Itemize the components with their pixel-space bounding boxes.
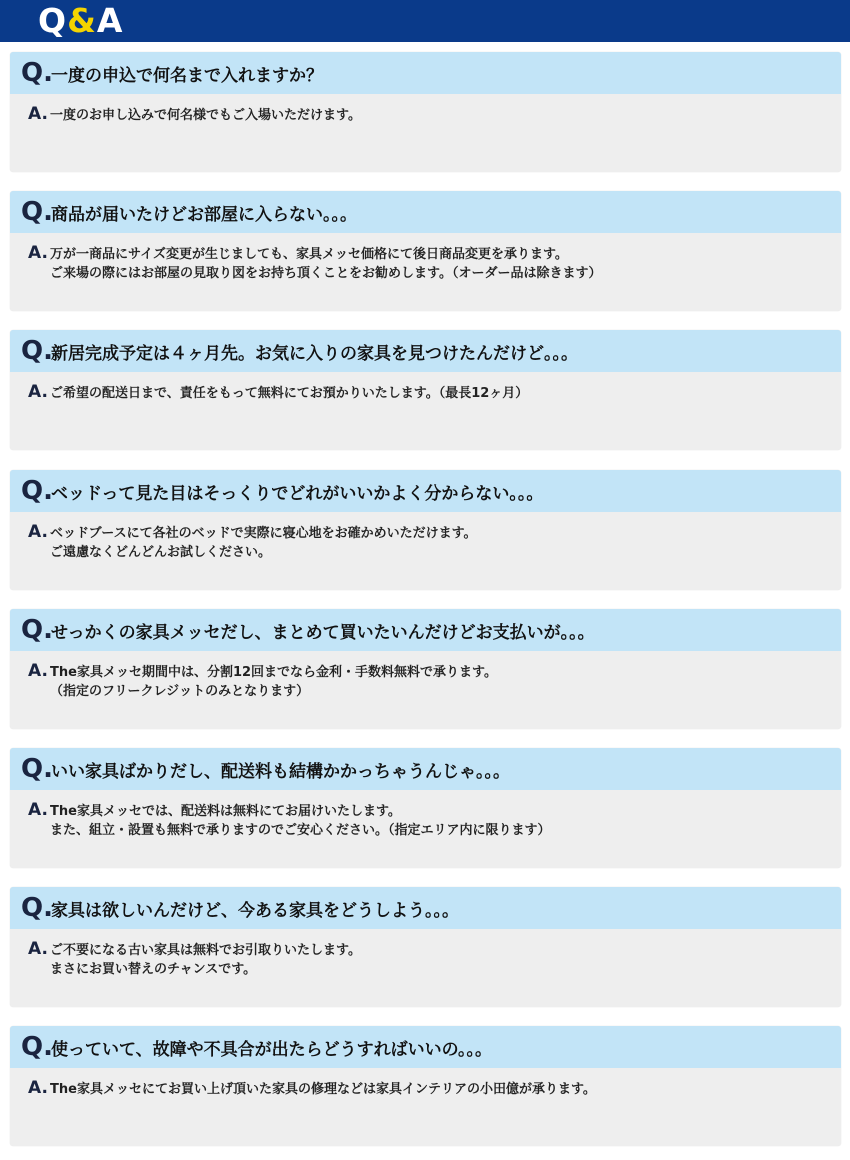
answer-mark-label: A.	[28, 1078, 48, 1098]
answer-text: ご希望の配送日まで、責任をもって無料にてお預かりいたします。（最長12ヶ月）	[50, 386, 529, 401]
question-mark-label: Q.	[21, 1032, 53, 1062]
answer-text: ご不要になる古い家具は無料でお引取りいたします。 まさにお買い替えのチャンスです。	[50, 943, 361, 977]
qa-logo	[38, 2, 123, 40]
answer-mark-label: A.	[28, 104, 48, 124]
qa-item	[10, 1026, 841, 1146]
answer-text: ベッドブースにて各社のベッドで実際に寝心地をお確かめいただけます。 ご遠慮なくどんどんお試しください。	[50, 526, 477, 560]
question-mark-label: Q.	[21, 336, 53, 366]
answer-mark-label: A.	[28, 243, 48, 263]
answer-mark-label: A.	[28, 382, 48, 402]
answer-text: 一度のお申し込みで何名様でもご入場いただけます。	[50, 108, 361, 123]
logo-q: Q	[38, 1, 68, 40]
question-mark-label: Q.	[21, 58, 53, 88]
question-mark-label: Q.	[21, 893, 53, 923]
question-text: 家具は欲しいんだけど、今ある家具をどうしよう。。。	[51, 901, 459, 921]
answer-text: The家具メッセにてお買い上げ頂いた家具の修理などは家具インテリアの小田億が承ります。	[50, 1082, 596, 1097]
qa-item	[10, 887, 841, 1007]
question-text: 新居完成予定は４ヶ月先。お気に入りの家具を見つけたんだけど。。。	[51, 344, 578, 364]
question-text: 一度の申込で何名まで入れますか？	[51, 66, 323, 86]
question-mark-label: Q.	[21, 476, 53, 506]
qa-item	[10, 330, 841, 450]
question-mark-label: Q.	[21, 615, 53, 645]
question-text: 使っていて、故障や不具合が出たらどうすればいいの。。。	[51, 1040, 492, 1060]
answer-mark-label: A.	[28, 522, 48, 542]
question-bar	[10, 609, 841, 651]
question-bar	[10, 1026, 841, 1068]
question-bar	[10, 191, 841, 233]
qa-item	[10, 52, 841, 172]
question-bar	[10, 887, 841, 929]
question-bar	[10, 330, 841, 372]
question-mark-label: Q.	[21, 754, 53, 784]
question-text: 商品が届いたけどお部屋に入らない。。。	[51, 205, 357, 225]
question-bar	[10, 52, 841, 94]
question-text: ベッドって見た目はそっくりでどれがいいかよく分からない。。。	[51, 484, 544, 504]
answer-mark-label: A.	[28, 800, 48, 820]
qa-item	[10, 191, 841, 311]
answer-mark-label: A.	[28, 661, 48, 681]
logo-a: A	[96, 1, 124, 40]
qa-item	[10, 470, 841, 590]
answer-text: The家具メッセでは、配送料は無料にてお届けいたします。 また、組立・設置も無料で承りますのでご安心ください。（指定エリア内に限ります）	[50, 804, 551, 838]
question-mark-label: Q.	[21, 197, 53, 227]
question-bar	[10, 470, 841, 512]
qa-item	[10, 609, 841, 729]
question-text: いい家具ばかりだし、配送料も結構かかっちゃうんじゃ。。。	[51, 762, 510, 782]
header-bar	[0, 0, 850, 42]
answer-mark-label: A.	[28, 939, 48, 959]
answer-text: The家具メッセ期間中は、分割12回までなら金利・手数料無料で承ります。 （指定のフリークレジットのみとなります）	[50, 665, 497, 699]
answer-text: 万が一商品にサイズ変更が生じましても、家具メッセ価格にて後日商品変更を承ります。 ご来場の際にはお部屋の見取り図をお持ち頂くことをお勧めします。（オーダー品は除きます）	[50, 247, 602, 281]
qa-item	[10, 748, 841, 868]
question-text: せっかくの家具メッセだし、まとめて買いたいんだけどお支払いが。。。	[51, 623, 595, 643]
logo-ampersand: &	[67, 1, 97, 40]
question-bar	[10, 748, 841, 790]
